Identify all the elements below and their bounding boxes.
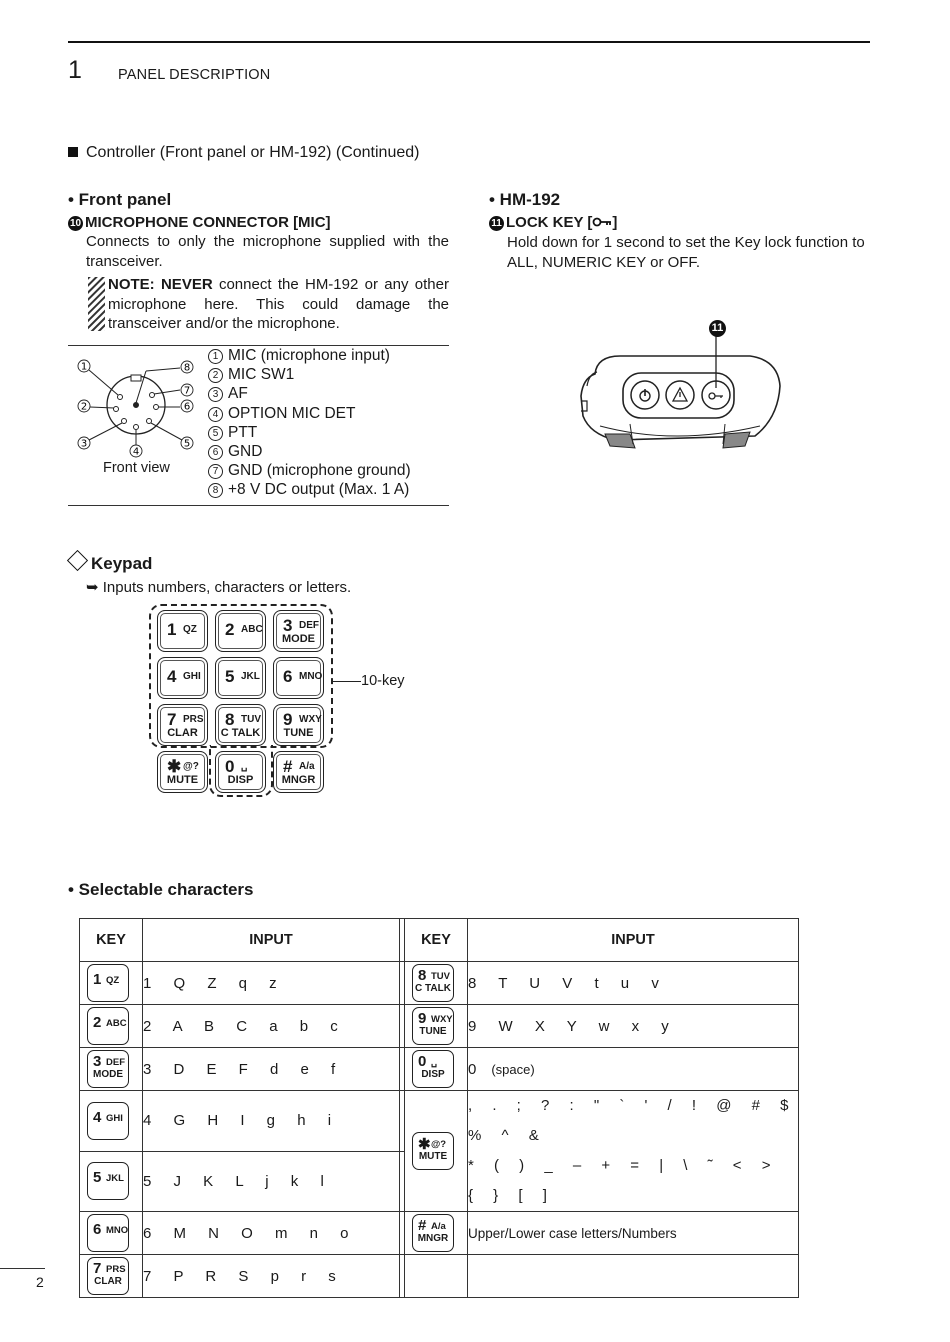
key-function: C TALK [220, 727, 261, 739]
svg-text:6: 6 [183, 401, 191, 413]
key-function: TUNE [419, 1026, 447, 1037]
section-heading [68, 144, 419, 162]
space-note: (space) [491, 1061, 535, 1077]
table-row [80, 1091, 799, 1152]
pin-list [208, 346, 411, 500]
key-cell [80, 1048, 143, 1091]
keypad-key[interactable] [157, 751, 208, 793]
item-number-badge: 10 [69, 218, 82, 229]
key-letters: QZ [183, 624, 197, 635]
hm192-heading: • HM-192 [489, 190, 561, 209]
key-letters: GHI [106, 1112, 123, 1124]
keypad-heading [68, 553, 152, 574]
keypad-key[interactable] [157, 657, 208, 699]
keypad-key[interactable] [215, 657, 266, 699]
key-cell [80, 1212, 143, 1255]
key-letters: ABC [106, 1018, 127, 1029]
key-letters: WXY [299, 714, 322, 725]
input-chars: 3 D E F d e f [143, 1048, 400, 1091]
table-row [80, 1255, 799, 1298]
key-cell [405, 1048, 468, 1091]
pin-number: 3 [208, 387, 223, 402]
keypad-desc [86, 578, 351, 598]
keypad-heading-text: Keypad [91, 554, 153, 573]
key-number: # [418, 1217, 427, 1234]
key-number: 9 [418, 1010, 427, 1027]
key-number: 7 [167, 710, 177, 729]
svg-text:3: 3 [80, 438, 88, 450]
pin-number: 1 [208, 349, 223, 364]
key-letters: TUV [431, 971, 450, 982]
ten-key-label: 10-key [361, 673, 405, 689]
keypad-key[interactable] [157, 704, 208, 746]
input-value: 0 [468, 1060, 486, 1078]
key-button-icon [87, 1162, 129, 1200]
input-chars: 5 J K L j k l [143, 1151, 400, 1212]
svg-text:8: 8 [183, 362, 191, 374]
pin-label: AF [228, 385, 248, 403]
key-number: # [283, 757, 293, 776]
pin-label: MIC (microphone input) [228, 347, 390, 364]
page-number-rule [0, 1268, 45, 1269]
key-number: 3 [283, 616, 293, 635]
pin-label: GND [228, 443, 263, 461]
col-divider-cell [400, 1151, 405, 1212]
input-chars [468, 1048, 799, 1091]
key-function: C TALK [415, 983, 451, 994]
key-cell [405, 1212, 468, 1255]
key-number: 0 [225, 757, 235, 776]
key-button-icon [412, 1132, 454, 1170]
key-button-icon [87, 1007, 129, 1045]
input-chars: 1 Q Z q z [143, 962, 400, 1005]
key-number: 8 [418, 967, 427, 984]
input-chars [468, 1091, 799, 1212]
square-bullet-icon [68, 147, 78, 157]
selectable-table [79, 918, 799, 1298]
note-body: connect the HM-192 or any other microphone here. This could damage the transceiver and/or the microphone. [108, 276, 449, 332]
key-number: 7 [93, 1260, 102, 1277]
key-button-icon [412, 1007, 454, 1045]
key-function: MNGR [281, 774, 316, 786]
key-number: 1 [93, 971, 102, 988]
pin-item [208, 365, 411, 384]
callout-badge [709, 319, 728, 337]
input-chars: Upper/Lower case letters/Numbers [468, 1212, 799, 1255]
key-cell [405, 1091, 468, 1212]
key-cell [80, 1151, 143, 1212]
keypad-key[interactable] [215, 704, 266, 746]
item-number-badge: 11 [489, 216, 504, 231]
keypad-key[interactable] [273, 657, 324, 699]
key-letters: PRS [183, 714, 204, 725]
key-number: 8 [225, 710, 235, 729]
svg-text:1: 1 [80, 361, 88, 373]
keypad-key[interactable] [273, 704, 324, 746]
keypad-key[interactable] [273, 610, 324, 652]
key-button-icon [412, 1050, 454, 1088]
input-chars: 2 A B C a b c [143, 1005, 400, 1048]
keypad-key[interactable] [215, 610, 266, 652]
arrow-icon: ➥ [86, 579, 103, 596]
empty-key-cell [405, 1255, 468, 1298]
key-number: 2 [225, 620, 235, 639]
key-letters: @? [431, 1139, 447, 1150]
key-function: MODE [93, 1069, 123, 1080]
note-hatch-icon [88, 277, 105, 331]
key-function: CLAR [94, 1276, 122, 1287]
pin-item [208, 480, 411, 499]
pin-label: MIC SW1 [228, 366, 295, 384]
pin-label: +8 V DC output (Max. 1 A) [228, 481, 410, 499]
key-letters: JKL [241, 671, 260, 682]
table-bottom-rule [68, 505, 449, 506]
table-row [80, 962, 799, 1005]
lock-key-title [489, 214, 617, 232]
mic-connector-desc: Connects to only the microphone supplied with the transceiver. [86, 233, 449, 270]
input-chars: 8 T U V t u v [468, 962, 799, 1005]
pin-item [208, 423, 411, 442]
chapter-title: PANEL DESCRIPTION [118, 67, 271, 83]
table-row [80, 1212, 799, 1255]
pin-item [208, 346, 411, 365]
key-number: 5 [225, 667, 235, 686]
symbols-line-2: * ( ) _ – + = | \ ˜ < > { } [ ] [468, 1157, 779, 1204]
keypad-key[interactable] [215, 751, 266, 793]
note-label: NOTE: NEVER [108, 276, 213, 293]
pin-number: 4 [208, 407, 223, 422]
input-chars: 7 P R S p r s [143, 1255, 400, 1298]
symbols-line-1: , . ; ? : " ` ' / ! @ # $ % ^ & [468, 1097, 797, 1144]
key-function: DISP [421, 1069, 445, 1080]
key-button-icon [412, 1214, 454, 1252]
key-letters: PRS [106, 1264, 126, 1275]
key-number: 4 [93, 1108, 102, 1126]
selectable-heading: • Selectable characters [68, 880, 254, 899]
key-function: MODE [282, 633, 315, 645]
key-cell [80, 1005, 143, 1048]
front-view-label: Front view [103, 460, 170, 476]
pin-label: OPTION MIC DET [228, 404, 356, 422]
key-letters: QZ [106, 975, 120, 986]
key-number: 5 [93, 1169, 102, 1187]
key-button-icon [87, 1214, 129, 1252]
col-key-right: KEY [405, 919, 468, 962]
key-letters: A/a [431, 1221, 446, 1232]
key-number: 9 [283, 710, 293, 729]
key-letters: ABC [241, 624, 263, 635]
key-cell [405, 1005, 468, 1048]
section-text: Controller (Front panel or HM-192) (Continued) [86, 144, 420, 161]
pin-label: PTT [228, 423, 258, 441]
chapter-number: 1 [68, 56, 82, 84]
pin-item [208, 404, 411, 423]
key-function: CLAR [167, 727, 198, 739]
key-letters: TUV [241, 714, 261, 725]
key-number: 1 [167, 620, 177, 639]
input-chars: 6 M N O m n o [143, 1212, 400, 1255]
key-function: MNGR [417, 1233, 449, 1244]
mic-connector-label: MICROPHONE CONNECTOR [MIC] [85, 214, 331, 231]
key-letters: A/a [299, 761, 315, 772]
key-letters: DEF [106, 1057, 125, 1068]
key-button-icon [87, 1102, 129, 1140]
key-function: MUTE [418, 1151, 448, 1162]
key-number: 6 [283, 667, 293, 686]
key-function: MUTE [166, 774, 199, 786]
hm192-illustration [575, 316, 785, 456]
key-function: TUNE [283, 727, 314, 739]
svg-text:7: 7 [183, 385, 191, 397]
col-input-left: INPUT [143, 919, 400, 962]
keypad-key[interactable] [157, 610, 208, 652]
front-panel-heading: • Front panel [68, 190, 172, 209]
pin-number: 5 [208, 426, 223, 441]
key-number: 0 [418, 1053, 427, 1070]
keypad-desc-text: Inputs numbers, characters or letters. [102, 579, 352, 596]
lock-key-label: LOCK KEY [ [506, 214, 593, 231]
key-letters: JKL [106, 1173, 124, 1185]
input-chars: 9 W X Y w x y [468, 1005, 799, 1048]
ten-key-leader [331, 681, 361, 682]
key-number: 6 [93, 1221, 102, 1238]
svg-text:5: 5 [183, 438, 191, 450]
key-letters: WXY [431, 1014, 453, 1025]
pin-number: 7 [208, 464, 223, 479]
pin-number: 2 [208, 368, 223, 383]
key-button-icon [412, 964, 454, 1002]
keypad-key[interactable] [273, 751, 324, 793]
lock-key-label-end: ] [612, 214, 618, 231]
pin-item [208, 461, 411, 480]
key-letters: ␣ [431, 1057, 438, 1068]
key-cell [80, 962, 143, 1005]
diamond-icon [67, 550, 88, 571]
key-letters: MNO [106, 1225, 129, 1236]
pin-number: 6 [208, 445, 223, 460]
key-cell [80, 1091, 143, 1152]
callout-number: 11 [709, 320, 726, 337]
svg-text:4: 4 [132, 446, 140, 458]
pin-number: 8 [208, 483, 223, 498]
key-button-icon [87, 964, 129, 1002]
key-cell [80, 1255, 143, 1298]
key-cell [405, 962, 468, 1005]
pin-label: GND (microphone ground) [228, 462, 411, 480]
key-number: ✱ [167, 757, 182, 776]
key-letters: @? [183, 761, 199, 772]
key-button-icon [87, 1257, 129, 1295]
key-icon [592, 215, 612, 232]
table-row [80, 1048, 799, 1091]
key-number: 3 [93, 1053, 102, 1070]
svg-text:2: 2 [80, 401, 88, 413]
key-function: DISP [227, 774, 254, 786]
table-row [80, 1005, 799, 1048]
lock-key-desc: Hold down for 1 second to set the Key lock function to ALL, NUMERIC KEY or OFF. [507, 234, 865, 271]
key-number: ✱ [418, 1136, 431, 1153]
top-rule [68, 41, 870, 43]
col-key-left: KEY [80, 919, 143, 962]
empty-input-cell [468, 1255, 799, 1298]
note-text [108, 275, 449, 334]
input-chars: 4 G H I g h i [143, 1091, 400, 1152]
key-letters: DEF [299, 620, 319, 631]
mic-connector-title [68, 214, 331, 231]
page-number: 2 [36, 1274, 44, 1290]
key-letters: GHI [183, 671, 201, 682]
key-letters: MNO [299, 671, 323, 682]
key-letters: ␣ [241, 761, 248, 772]
key-number: 4 [167, 667, 177, 686]
col-input-right: INPUT [468, 919, 799, 962]
pin-item [208, 442, 411, 461]
key-button-icon [87, 1050, 129, 1088]
pin-item [208, 384, 411, 403]
key-number: 2 [93, 1014, 102, 1031]
